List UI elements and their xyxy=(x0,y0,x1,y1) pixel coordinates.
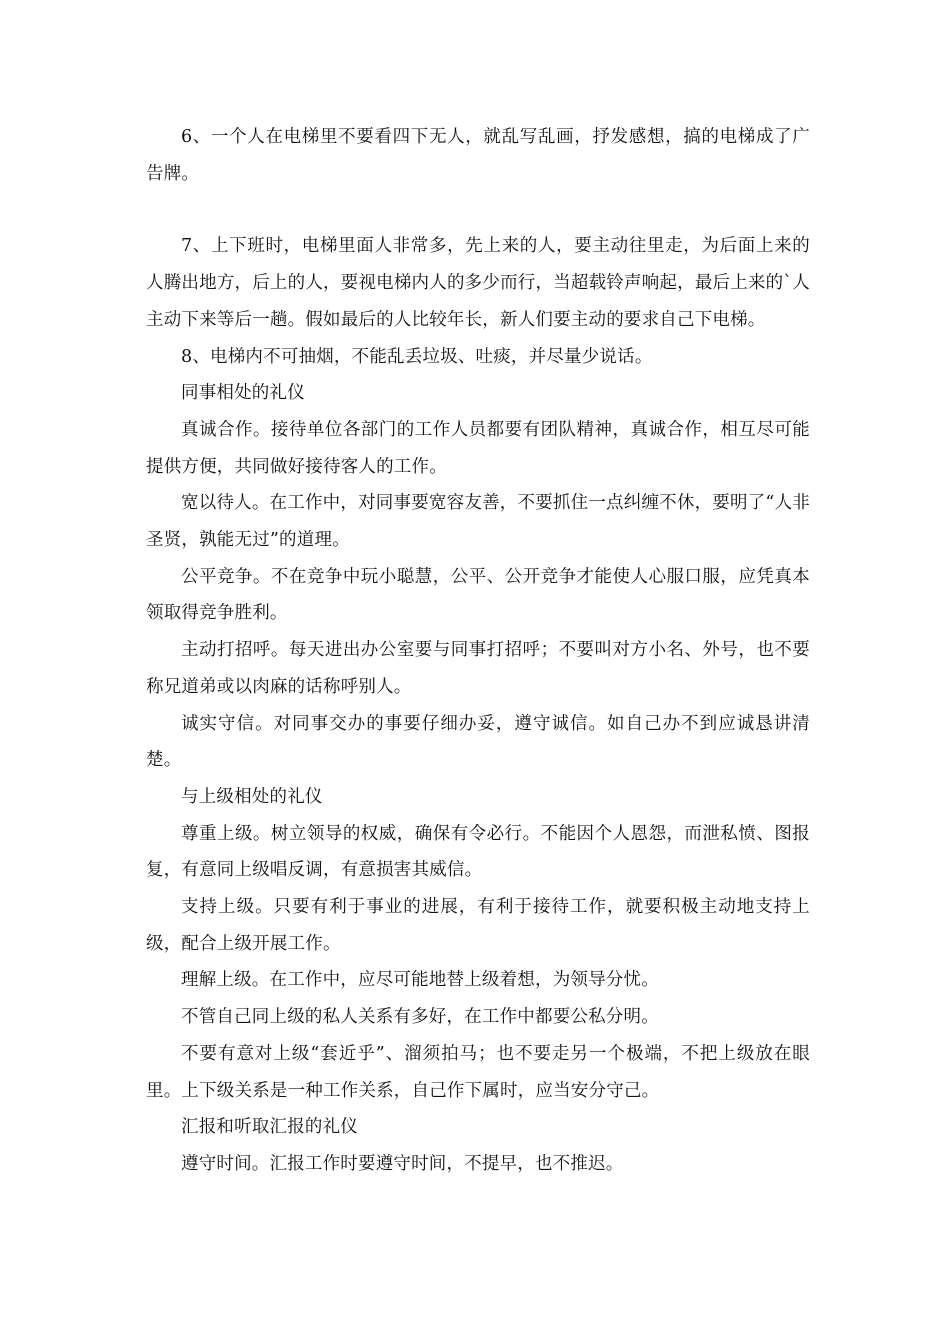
paragraph-understand-superiors: 理解上级。在工作中，应尽可能地替上级着想，为领导分忧。 xyxy=(181,970,659,991)
paragraph-elevator-rule-7: 7、上下班时，电梯里面人非常多，先上来的人，要主动往里走，为后面上来的人腾出地方，后上的人，要视电梯内人的多少而行，当超载铃声响起，最后上来的`人主动下来等后一趟。假如最后的人比较年长，新人们要主动的要求自己下电梯。 xyxy=(146,236,810,330)
paragraph-tolerance: 宽以待人。在工作中，对同事要宽容友善，不要抓住一点纠缠不休，要明了“人非圣贤，孰能无过”的道理。 xyxy=(146,493,810,551)
paragraph-sincere-cooperation: 真诚合作。接待单位各部门的工作人员都要有团队精神，真诚合作，相互尽可能提供方便，共同做好接待客人的工作。 xyxy=(146,419,810,477)
section-heading-colleagues: 同事相处的礼仪 xyxy=(181,383,305,404)
paragraph-support-superiors: 支持上级。只要有利于事业的进展，有利于接待工作，就要积极主动地支持上级，配合上级开展工作。 xyxy=(146,897,810,954)
paragraph-respect-superiors: 尊重上级。树立领导的权威，确保有令必行。不能因个人恩怨，而泄私愤、图报复，有意同上级唱反调，有意损害其威信。 xyxy=(146,823,810,881)
paragraph-elevator-rule-8: 8、电梯内不可抽烟，不能乱丢垃圾、吐痰，并尽量少说话。 xyxy=(181,346,653,367)
section-heading-reporting: 汇报和听取汇报的礼仪 xyxy=(181,1117,358,1138)
section-heading-superiors: 与上级相处的礼仪 xyxy=(181,786,323,807)
paragraph-punctuality: 遵守时间。汇报工作时要遵守时间，不提早，也不推迟。 xyxy=(181,1153,624,1174)
paragraph-no-flattery: 不要有意对上级“套近乎”、溜须拍马；也不要走另一个极端，不把上级放在眼里。上下级关系是一种工作关系，自己作下属时，应当安分守己。 xyxy=(146,1043,810,1101)
paragraph-elevator-rule-6: 6、一个人在电梯里不要看四下无人，就乱写乱画，抒发感想，搞的电梯成了广告牌。 xyxy=(146,127,810,184)
paragraph-fair-competition: 公平竞争。不在竞争中玩小聪慧，公平、公开竞争才能使人心服口服，应凭真本领取得竞争胜利。 xyxy=(146,566,810,624)
paragraph-public-private: 不管自己同上级的私人关系有多好，在工作中都要公私分明。 xyxy=(181,1007,659,1028)
document-body xyxy=(146,119,810,1183)
paragraph-greeting: 主动打招呼。每天进出办公室要与同事打招呼；不要叫对方小名、外号，也不要称兄道弟或以肉麻的话称呼别人。 xyxy=(146,640,810,697)
paragraph-honesty: 诚实守信。对同事交办的事要仔细办妥，遵守诚信。如自己办不到应诚恳讲清楚。 xyxy=(146,713,810,771)
